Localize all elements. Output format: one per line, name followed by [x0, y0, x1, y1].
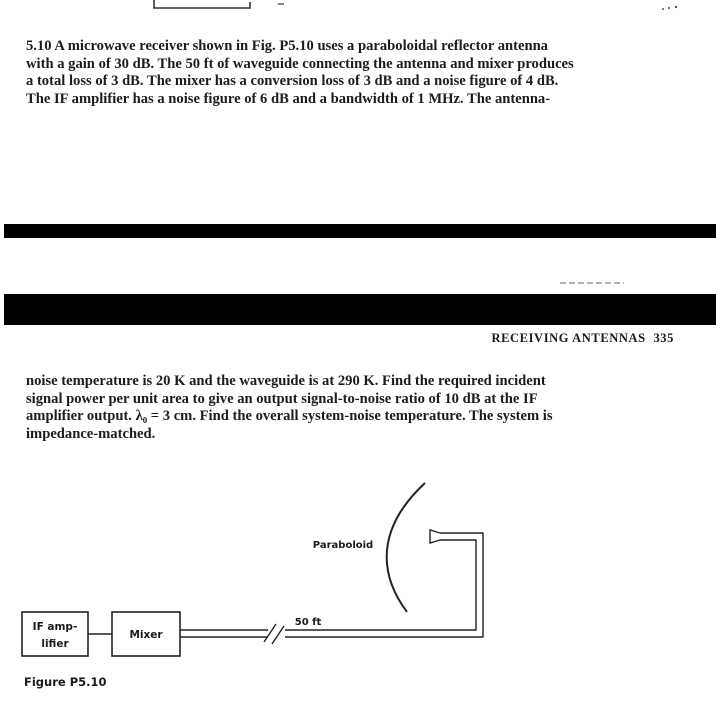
- page-number: 335: [653, 331, 674, 345]
- waveguide-length-label: 50 ft: [294, 617, 322, 628]
- running-header: [491, 331, 674, 346]
- receiver-diagram: [0, 460, 720, 675]
- problem-line-2: with a gain of 30 dB. The 50 ft of waveguide connecting the antenna and mixer produces: [26, 55, 574, 72]
- problem-line-3: a total loss of 3 dB. The mixer has a conversion loss of 3 dB and a noise figure of 4 dB.: [26, 73, 559, 89]
- running-header-section: RECEIVING ANTENNAS: [491, 331, 646, 345]
- scan-artifact-corner: [645, 2, 685, 14]
- continued-line-3: amplifier output. λ₀ = 3 cm. Find the overall system-noise temperature. The system is: [26, 408, 553, 424]
- waveguide-break-marks: [264, 624, 284, 644]
- figure-caption: Figure P5.10: [24, 675, 107, 689]
- if-amplifier-label-2: lifier: [41, 638, 69, 650]
- continued-line-4: impedance-matched.: [26, 425, 156, 442]
- page-separator-bar-1: [4, 224, 716, 238]
- mixer-label: Mixer: [129, 629, 163, 641]
- continued-line-2: signal power per unit area to give an output signal-to-noise ratio of 10 dB at the IF: [26, 390, 538, 407]
- problem-text-top: [26, 38, 676, 108]
- problem-line-1: 5.10 A microwave receiver shown in Fig. P5.10 uses a paraboloidal reflector antenna: [26, 38, 548, 54]
- if-amplifier-label-1: IF amp-: [32, 621, 78, 633]
- feed-horn: [430, 530, 440, 543]
- problem-number: 5.10: [26, 38, 52, 54]
- problem-text-continued: [26, 373, 676, 443]
- continued-line-1: noise temperature is 20 K and the waveguide is at 290 K. Find the required incident: [26, 373, 546, 389]
- scan-artifact-mid: [560, 280, 630, 286]
- scan-artifact-top: [150, 0, 300, 14]
- paraboloid-label: Paraboloid: [312, 540, 374, 551]
- paraboloid-reflector: [387, 483, 425, 612]
- page-separator-bar-2: [4, 294, 716, 325]
- problem-line-4: The IF amplifier has a noise figure of 6 dB and a bandwidth of 1 MHz. The antenna-: [26, 90, 551, 107]
